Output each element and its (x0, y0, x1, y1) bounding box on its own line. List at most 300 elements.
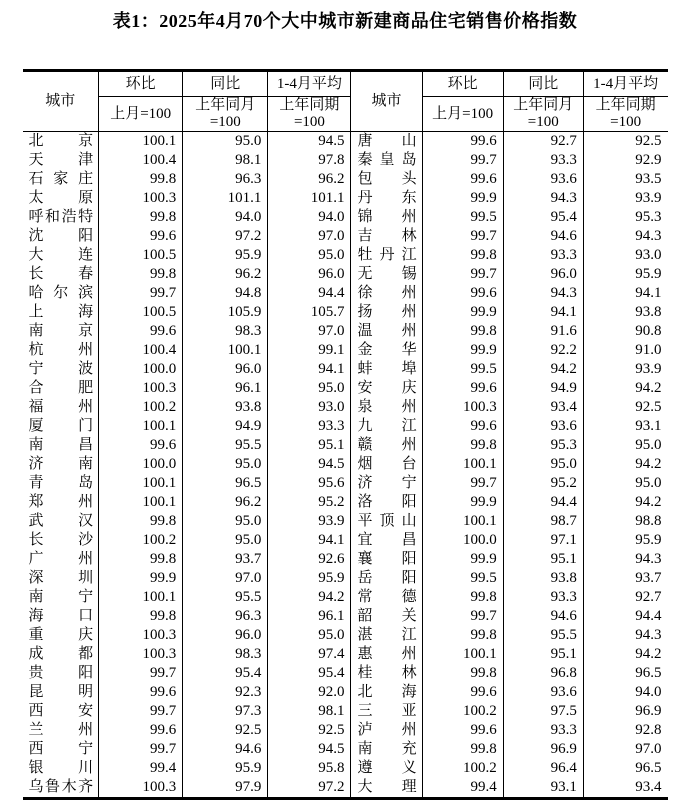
yoy-cell-left: 94.9 (183, 417, 268, 436)
yoy-cell-left: 95.0 (183, 132, 268, 152)
city-cell-right: 金华 (351, 341, 422, 360)
header-avg-base-line1: 上年同期 (279, 97, 340, 113)
city-cell-right: 洛阳 (351, 493, 422, 512)
avg-cell-left: 94.1 (268, 360, 351, 379)
table-row (23, 493, 668, 512)
table-row (23, 151, 668, 170)
avg-cell-right: 93.4 (583, 778, 667, 799)
table-body (23, 132, 668, 799)
avg-cell-right: 92.5 (583, 398, 667, 417)
mom-cell-left: 100.1 (99, 493, 183, 512)
city-cell-left: 乌鲁木齐 (28, 779, 94, 795)
yoy-cell-left: 98.3 (183, 322, 268, 341)
avg-cell-left: 95.0 (268, 626, 351, 645)
avg-cell-left: 96.0 (268, 265, 351, 284)
mom-cell-right: 99.9 (422, 341, 503, 360)
city-cell-right: 济宁 (351, 474, 422, 493)
yoy-cell-right: 94.3 (503, 284, 583, 303)
mom-cell-left: 99.6 (99, 721, 183, 740)
mom-cell-left: 100.5 (99, 303, 183, 322)
yoy-cell-left: 95.5 (183, 436, 268, 455)
mom-cell-left: 99.8 (99, 550, 183, 569)
city-cell-left: 北京 (28, 133, 94, 149)
avg-cell-left: 105.7 (268, 303, 351, 322)
mom-cell-right: 99.7 (422, 265, 503, 284)
yoy-cell-left: 101.1 (183, 189, 268, 208)
header-mom-left: 环比 (99, 71, 183, 97)
city-cell-right: 烟台 (351, 455, 422, 474)
avg-cell-right: 93.0 (583, 246, 667, 265)
yoy-cell-left: 96.2 (183, 493, 268, 512)
header-yoy-base-line2: =100 (209, 114, 241, 130)
city-cell-right: 北海 (351, 683, 422, 702)
mom-cell-right: 99.4 (422, 778, 503, 799)
mom-cell-right: 100.1 (422, 645, 503, 664)
city-cell-left: 银川 (28, 760, 94, 776)
mom-cell-left: 100.0 (99, 455, 183, 474)
city-cell-right: 泸州 (351, 721, 422, 740)
table-row (23, 208, 668, 227)
avg-cell-left: 95.4 (268, 664, 351, 683)
avg-cell-right: 94.0 (583, 683, 667, 702)
city-cell-left: 深圳 (28, 570, 94, 586)
mom-cell-right: 99.6 (422, 284, 503, 303)
yoy-cell-left: 95.9 (183, 759, 268, 778)
yoy-cell-left: 95.0 (183, 512, 268, 531)
header-avg-base-line2: =100 (293, 114, 325, 130)
table-row (23, 303, 668, 322)
city-cell-left: 太原 (28, 190, 94, 206)
avg-cell-right: 94.3 (583, 550, 667, 569)
avg-cell-left: 94.1 (268, 531, 351, 550)
avg-cell-right: 95.9 (583, 265, 667, 284)
avg-cell-left: 98.1 (268, 702, 351, 721)
avg-cell-right: 94.2 (583, 379, 667, 398)
city-cell-right: 唐山 (351, 132, 422, 152)
mom-cell-left: 100.0 (99, 360, 183, 379)
city-cell-left: 厦门 (28, 418, 94, 434)
city-cell-left: 贵阳 (28, 665, 94, 681)
header-mom-base-right: 上月=100 (422, 97, 503, 132)
mom-cell-left: 100.1 (99, 132, 183, 152)
city-cell-left: 哈尔滨 (28, 285, 94, 301)
table-row (23, 550, 668, 569)
mom-cell-left: 100.5 (99, 246, 183, 265)
avg-cell-left: 97.2 (268, 778, 351, 799)
mom-cell-left: 100.1 (99, 474, 183, 493)
yoy-cell-right: 93.3 (503, 588, 583, 607)
header-avg-right: 1-4月平均 (583, 71, 667, 97)
header-yoy-right: 同比 (503, 71, 583, 97)
yoy-cell-left: 94.0 (183, 208, 268, 227)
avg-cell-left: 95.6 (268, 474, 351, 493)
city-cell-right: 赣州 (351, 436, 422, 455)
mom-cell-right: 99.5 (422, 208, 503, 227)
yoy-cell-left: 96.2 (183, 265, 268, 284)
city-cell-right: 包头 (351, 170, 422, 189)
city-cell-left: 成都 (28, 646, 94, 662)
city-cell-right: 安庆 (351, 379, 422, 398)
avg-cell-right: 95.3 (583, 208, 667, 227)
table-row (23, 607, 668, 626)
yoy-cell-left: 95.5 (183, 588, 268, 607)
yoy-cell-right: 93.6 (503, 417, 583, 436)
yoy-cell-right: 94.2 (503, 360, 583, 379)
table-row (23, 588, 668, 607)
avg-cell-left: 92.0 (268, 683, 351, 702)
mom-cell-right: 100.1 (422, 512, 503, 531)
mom-cell-right: 99.8 (422, 664, 503, 683)
city-cell-right: 惠州 (351, 645, 422, 664)
avg-cell-right: 92.9 (583, 151, 667, 170)
yoy-cell-left: 96.1 (183, 379, 268, 398)
yoy-cell-right: 95.5 (503, 626, 583, 645)
table-row (23, 569, 668, 588)
city-cell-right: 宜昌 (351, 531, 422, 550)
avg-cell-left: 96.2 (268, 170, 351, 189)
header-yoy-base-right (503, 97, 583, 132)
yoy-cell-left: 97.3 (183, 702, 268, 721)
mom-cell-left: 99.7 (99, 284, 183, 303)
avg-cell-left: 92.5 (268, 721, 351, 740)
avg-cell-left: 94.2 (268, 588, 351, 607)
city-cell-left: 西宁 (28, 741, 94, 757)
table-row (23, 132, 668, 152)
city-cell-right: 九江 (351, 417, 422, 436)
avg-cell-left: 95.0 (268, 246, 351, 265)
avg-cell-right: 94.3 (583, 227, 667, 246)
avg-cell-left: 95.8 (268, 759, 351, 778)
yoy-cell-left: 95.0 (183, 531, 268, 550)
table-row (23, 322, 668, 341)
city-cell-right: 桂林 (351, 664, 422, 683)
yoy-cell-right: 96.4 (503, 759, 583, 778)
city-cell-left: 武汉 (28, 513, 94, 529)
yoy-cell-right: 97.5 (503, 702, 583, 721)
table-header (23, 71, 668, 132)
table-row (23, 265, 668, 284)
yoy-cell-right: 97.1 (503, 531, 583, 550)
city-cell-right: 秦皇岛 (351, 151, 422, 170)
mom-cell-right: 99.8 (422, 246, 503, 265)
avg-cell-right: 98.8 (583, 512, 667, 531)
table-row (23, 398, 668, 417)
table-row (23, 360, 668, 379)
avg-cell-right: 93.9 (583, 360, 667, 379)
mom-cell-right: 99.8 (422, 626, 503, 645)
table-row (23, 246, 668, 265)
city-cell-left: 南昌 (28, 437, 94, 453)
city-cell-left: 上海 (28, 304, 94, 320)
table-row (23, 417, 668, 436)
table-row (23, 759, 668, 778)
mom-cell-left: 99.8 (99, 512, 183, 531)
mom-cell-left: 100.3 (99, 189, 183, 208)
avg-cell-right: 92.7 (583, 588, 667, 607)
city-cell-right: 韶关 (351, 607, 422, 626)
yoy-cell-right: 93.3 (503, 721, 583, 740)
header-avg-base-right (583, 97, 667, 132)
header-yoy-base-left (183, 97, 268, 132)
mom-cell-right: 99.6 (422, 683, 503, 702)
yoy-cell-right: 96.9 (503, 740, 583, 759)
avg-cell-right: 91.0 (583, 341, 667, 360)
avg-cell-left: 94.4 (268, 284, 351, 303)
mom-cell-left: 99.7 (99, 740, 183, 759)
yoy-cell-right: 93.4 (503, 398, 583, 417)
mom-cell-right: 99.7 (422, 474, 503, 493)
avg-cell-left: 95.1 (268, 436, 351, 455)
city-cell-left: 昆明 (28, 684, 94, 700)
avg-cell-right: 94.2 (583, 455, 667, 474)
mom-cell-right: 99.9 (422, 303, 503, 322)
avg-cell-right: 94.4 (583, 607, 667, 626)
yoy-cell-left: 97.2 (183, 227, 268, 246)
table-row (23, 474, 668, 493)
table-row (23, 721, 668, 740)
city-cell-right: 吉林 (351, 227, 422, 246)
city-cell-left: 呼和浩特 (28, 209, 94, 225)
yoy-cell-left: 95.0 (183, 455, 268, 474)
city-cell-left: 南京 (28, 323, 94, 339)
avg-cell-right: 95.0 (583, 474, 667, 493)
yoy-cell-right: 96.0 (503, 265, 583, 284)
yoy-cell-left: 93.8 (183, 398, 268, 417)
city-cell-right: 遵义 (351, 759, 422, 778)
table-row (23, 778, 668, 799)
yoy-cell-right: 94.3 (503, 189, 583, 208)
table-row (23, 683, 668, 702)
avg-cell-right: 94.2 (583, 645, 667, 664)
table-row (23, 284, 668, 303)
yoy-cell-left: 97.0 (183, 569, 268, 588)
yoy-cell-left: 96.3 (183, 170, 268, 189)
mom-cell-right: 100.2 (422, 759, 503, 778)
city-cell-left: 海口 (28, 608, 94, 624)
mom-cell-left: 100.3 (99, 626, 183, 645)
avg-cell-right: 90.8 (583, 322, 667, 341)
avg-cell-right: 93.5 (583, 170, 667, 189)
yoy-cell-left: 96.3 (183, 607, 268, 626)
mom-cell-left: 99.6 (99, 227, 183, 246)
mom-cell-left: 100.4 (99, 151, 183, 170)
mom-cell-left: 99.7 (99, 702, 183, 721)
table-title: 表1：2025年4月70个大中城市新建商品住宅销售价格指数 (112, 11, 578, 31)
yoy-cell-right: 93.3 (503, 246, 583, 265)
city-cell-right: 蚌埠 (351, 360, 422, 379)
yoy-cell-right: 98.7 (503, 512, 583, 531)
city-cell-right: 丹东 (351, 189, 422, 208)
city-cell-left: 大连 (28, 247, 94, 263)
city-cell-left: 长沙 (28, 532, 94, 548)
table-row (23, 626, 668, 645)
city-cell-right: 温州 (351, 322, 422, 341)
city-cell-left: 天津 (28, 152, 94, 168)
yoy-cell-right: 92.7 (503, 132, 583, 152)
city-cell-right: 常德 (351, 588, 422, 607)
yoy-cell-right: 94.1 (503, 303, 583, 322)
avg-cell-left: 93.9 (268, 512, 351, 531)
city-cell-left: 长春 (28, 266, 94, 282)
avg-cell-right: 94.1 (583, 284, 667, 303)
mom-cell-right: 99.6 (422, 721, 503, 740)
mom-cell-right: 100.1 (422, 455, 503, 474)
avg-cell-right: 93.8 (583, 303, 667, 322)
mom-cell-left: 100.1 (99, 588, 183, 607)
city-cell-right: 三亚 (351, 702, 422, 721)
yoy-cell-left: 94.6 (183, 740, 268, 759)
mom-cell-left: 99.9 (99, 569, 183, 588)
yoy-cell-right: 94.4 (503, 493, 583, 512)
mom-cell-left: 99.8 (99, 265, 183, 284)
avg-cell-right: 95.0 (583, 436, 667, 455)
mom-cell-left: 99.6 (99, 322, 183, 341)
yoy-cell-left: 97.9 (183, 778, 268, 799)
avg-cell-right: 96.5 (583, 759, 667, 778)
yoy-cell-left: 96.0 (183, 626, 268, 645)
avg-cell-left: 94.0 (268, 208, 351, 227)
city-cell-left: 合肥 (28, 380, 94, 396)
city-cell-left: 南宁 (28, 589, 94, 605)
mom-cell-left: 99.8 (99, 607, 183, 626)
yoy-cell-right: 94.6 (503, 607, 583, 626)
avg-cell-right: 96.5 (583, 664, 667, 683)
yoy-cell-right: 95.1 (503, 645, 583, 664)
yoy-cell-left: 96.5 (183, 474, 268, 493)
yoy-cell-right: 94.6 (503, 227, 583, 246)
mom-cell-left: 100.1 (99, 417, 183, 436)
mom-cell-right: 99.9 (422, 550, 503, 569)
mom-cell-right: 100.0 (422, 531, 503, 550)
mom-cell-right: 99.6 (422, 379, 503, 398)
city-cell-right: 大理 (351, 778, 422, 799)
mom-cell-left: 99.6 (99, 436, 183, 455)
yoy-cell-right: 93.6 (503, 170, 583, 189)
city-cell-left: 郑州 (28, 494, 94, 510)
mom-cell-left: 100.2 (99, 531, 183, 550)
mom-cell-right: 99.7 (422, 151, 503, 170)
avg-cell-left: 94.5 (268, 132, 351, 152)
yoy-cell-right: 93.8 (503, 569, 583, 588)
city-cell-left: 济南 (28, 456, 94, 472)
yoy-cell-right: 95.3 (503, 436, 583, 455)
city-cell-right: 锦州 (351, 208, 422, 227)
mom-cell-left: 100.2 (99, 398, 183, 417)
avg-cell-left: 97.4 (268, 645, 351, 664)
header-yoy-base-line2: =100 (527, 114, 559, 130)
table-row (23, 512, 668, 531)
header-yoy-base-line1: 上年同月 (195, 97, 256, 113)
price-index-table (23, 69, 668, 800)
city-cell-left: 杭州 (28, 342, 94, 358)
avg-cell-left: 96.1 (268, 607, 351, 626)
mom-cell-right: 99.8 (422, 740, 503, 759)
header-avg-base-line1: 上年同期 (595, 97, 656, 113)
city-cell-right: 襄阳 (351, 550, 422, 569)
yoy-cell-right: 95.2 (503, 474, 583, 493)
city-cell-right: 平顶山 (351, 512, 422, 531)
table-row (23, 379, 668, 398)
mom-cell-right: 99.5 (422, 360, 503, 379)
avg-cell-right: 93.9 (583, 189, 667, 208)
avg-cell-right: 95.9 (583, 531, 667, 550)
table-row (23, 531, 668, 550)
yoy-cell-right: 93.1 (503, 778, 583, 799)
yoy-cell-right: 95.1 (503, 550, 583, 569)
city-cell-left: 福州 (28, 399, 94, 415)
avg-cell-left: 94.5 (268, 740, 351, 759)
table-row (23, 341, 668, 360)
mom-cell-right: 99.8 (422, 322, 503, 341)
avg-cell-left: 95.2 (268, 493, 351, 512)
avg-cell-left: 97.8 (268, 151, 351, 170)
mom-cell-right: 100.2 (422, 702, 503, 721)
mom-cell-left: 99.7 (99, 664, 183, 683)
avg-cell-left: 93.0 (268, 398, 351, 417)
header-mom-base-left: 上月=100 (99, 97, 183, 132)
yoy-cell-right: 93.6 (503, 683, 583, 702)
avg-cell-right: 93.1 (583, 417, 667, 436)
yoy-cell-left: 94.8 (183, 284, 268, 303)
avg-cell-right: 92.5 (583, 132, 667, 152)
mom-cell-left: 100.3 (99, 379, 183, 398)
city-cell-right: 泉州 (351, 398, 422, 417)
city-cell-right: 岳阳 (351, 569, 422, 588)
city-cell-left: 西安 (28, 703, 94, 719)
yoy-cell-right: 95.4 (503, 208, 583, 227)
table-row (23, 170, 668, 189)
avg-cell-left: 97.0 (268, 227, 351, 246)
table-row (23, 455, 668, 474)
mom-cell-left: 99.8 (99, 208, 183, 227)
yoy-cell-left: 98.1 (183, 151, 268, 170)
mom-cell-right: 99.6 (422, 132, 503, 152)
yoy-cell-left: 92.3 (183, 683, 268, 702)
yoy-cell-left: 93.7 (183, 550, 268, 569)
city-cell-right: 无锡 (351, 265, 422, 284)
avg-cell-right: 96.9 (583, 702, 667, 721)
avg-cell-left: 101.1 (268, 189, 351, 208)
yoy-cell-left: 95.9 (183, 246, 268, 265)
header-city-right: 城市 (351, 71, 422, 132)
city-cell-left: 宁波 (28, 361, 94, 377)
avg-cell-left: 93.3 (268, 417, 351, 436)
table-row (23, 436, 668, 455)
city-cell-left: 重庆 (28, 627, 94, 643)
avg-cell-right: 93.7 (583, 569, 667, 588)
yoy-cell-left: 105.9 (183, 303, 268, 322)
mom-cell-right: 99.9 (422, 493, 503, 512)
header-city-left: 城市 (23, 71, 99, 132)
mom-cell-left: 100.4 (99, 341, 183, 360)
yoy-cell-left: 100.1 (183, 341, 268, 360)
city-cell-left: 青岛 (28, 475, 94, 491)
mom-cell-right: 100.3 (422, 398, 503, 417)
yoy-cell-left: 95.4 (183, 664, 268, 683)
yoy-cell-left: 96.0 (183, 360, 268, 379)
yoy-cell-left: 98.3 (183, 645, 268, 664)
avg-cell-left: 94.5 (268, 455, 351, 474)
avg-cell-right: 94.3 (583, 626, 667, 645)
header-yoy-base-line1: 上年同月 (513, 97, 574, 113)
mom-cell-right: 99.8 (422, 436, 503, 455)
yoy-cell-right: 91.6 (503, 322, 583, 341)
city-cell-right: 牡丹江 (351, 246, 422, 265)
yoy-cell-right: 95.0 (503, 455, 583, 474)
table-row (23, 189, 668, 208)
yoy-cell-right: 96.8 (503, 664, 583, 683)
avg-cell-right: 94.2 (583, 493, 667, 512)
